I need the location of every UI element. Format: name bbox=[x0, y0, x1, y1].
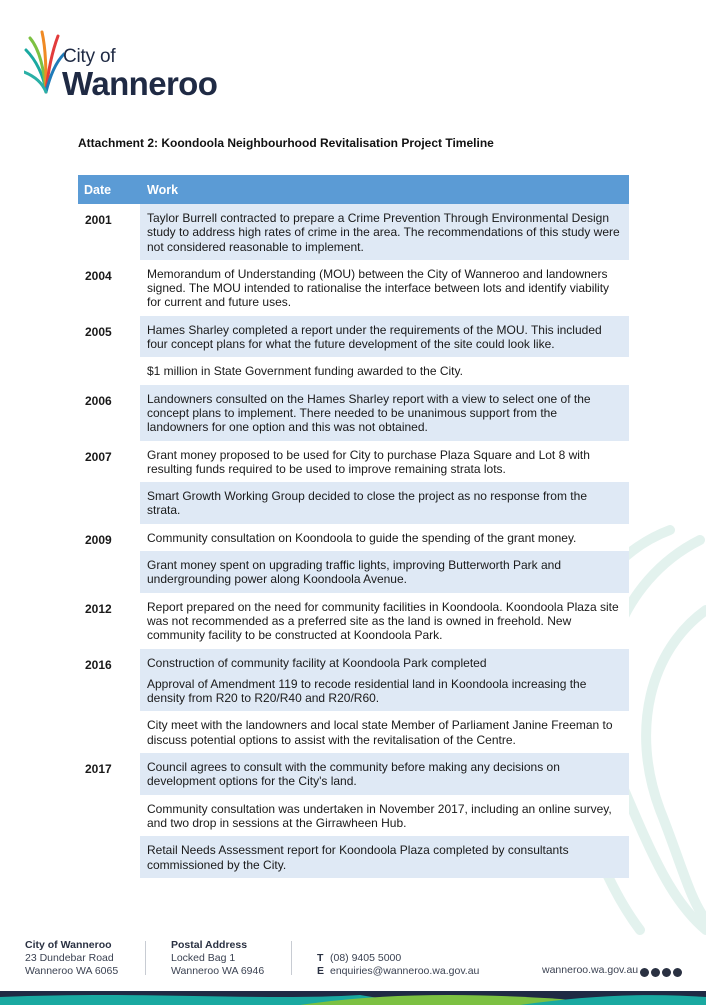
facebook-icon[interactable] bbox=[640, 968, 649, 977]
table-row bbox=[78, 441, 629, 483]
row-year bbox=[78, 795, 134, 837]
row-work bbox=[140, 204, 629, 260]
table-row bbox=[78, 316, 629, 358]
table-row bbox=[78, 385, 629, 441]
work-entry: Community consultation on Koondoola to guide the spending of the grant money. bbox=[147, 530, 577, 545]
work-entry: Retail Needs Assessment report for Koondoola Plaza completed by consultants commissioned by the City. bbox=[147, 843, 569, 872]
row-year: 2012 bbox=[85, 601, 112, 616]
row-year bbox=[78, 482, 134, 524]
row-year bbox=[78, 357, 134, 384]
footer-divider bbox=[291, 941, 292, 975]
linkedin-icon[interactable] bbox=[673, 968, 682, 977]
logo-name-line1: City of bbox=[63, 46, 116, 67]
table-row bbox=[78, 357, 629, 384]
footer-postal-line1: Locked Bag 1 bbox=[171, 952, 236, 964]
footer-postal bbox=[171, 939, 264, 978]
social-icons bbox=[640, 964, 684, 982]
footer-postal-heading: Postal Address bbox=[171, 939, 248, 951]
row-year bbox=[78, 836, 134, 878]
row-work bbox=[140, 551, 629, 593]
row-work bbox=[140, 260, 629, 316]
table-row bbox=[78, 482, 629, 524]
row-year bbox=[78, 551, 134, 593]
work-entry: Community consultation was undertaken in November 2017, including an online survey, and two drop in sessions at the Girrawheen Hub. bbox=[147, 801, 612, 830]
coral-logo-icon bbox=[24, 26, 64, 96]
work-entry: Smart Growth Working Group decided to close the project as no response from the strata. bbox=[147, 489, 587, 518]
work-entry: Grant money spent on upgrading traffic lights, improving Butterworth Park and undergrounding power along Koondoola Avenue. bbox=[147, 558, 561, 587]
work-entry: Approval of Amendment 119 to recode residential land in Koondoola increasing the density from R20 to R20/R40 and R20/R60. bbox=[147, 676, 587, 706]
email-key: E bbox=[317, 965, 325, 977]
row-work bbox=[140, 593, 629, 649]
work-entry: $1 million in State Government funding awarded to the City. bbox=[147, 364, 463, 379]
table-row bbox=[78, 551, 629, 593]
footer-phone[interactable]: (08) 9405 5000 bbox=[330, 952, 402, 964]
work-entry: City meet with the landowners and local state Member of Parliament Janine Freeman to discuss potential options to assist with the revitalisation of the Centre. bbox=[147, 718, 613, 747]
table-row bbox=[78, 593, 629, 649]
timeline-table bbox=[78, 175, 629, 878]
footer-divider bbox=[145, 941, 146, 975]
timeline-body bbox=[78, 204, 629, 878]
row-work bbox=[140, 753, 629, 795]
table-row bbox=[78, 204, 629, 260]
work-entry: Memorandum of Understanding (MOU) between the City of Wanneroo and landowners signed. The MOU intended to rationalise the interface between lots and identify viability for current and future uses. bbox=[147, 266, 610, 310]
row-work bbox=[140, 711, 629, 753]
table-row bbox=[78, 753, 629, 795]
row-work bbox=[140, 482, 629, 524]
work-entry: Report prepared on the need for community facilities in Koondoola. Koondoola Plaza site was not recommended as a preferred site as the land is owned in freehold. New community facility to be constructed at Koondoola Park. bbox=[147, 599, 619, 643]
row-year: 2004 bbox=[85, 268, 112, 283]
work-entry: Hames Sharley completed a report under the requirements of the MOU. This included four concept plans for what the future development of the site could look like. bbox=[147, 322, 602, 352]
table-row bbox=[78, 795, 629, 837]
row-year: 2001 bbox=[85, 213, 112, 227]
column-header-date: Date bbox=[78, 175, 134, 204]
footer-address-line1: 23 Dundebar Road bbox=[25, 952, 114, 964]
work-entry: Taylor Burrell contracted to prepare a Crime Prevention Through Environmental Design study to address high rates of crime in the area. The recommendations of this study were not considered reasonable to implement. bbox=[147, 211, 620, 254]
table-row bbox=[78, 260, 629, 316]
row-work bbox=[140, 524, 629, 551]
footer-postal-line2: Wanneroo WA 6946 bbox=[171, 965, 265, 977]
instagram-icon[interactable] bbox=[662, 968, 671, 977]
footer-website-link[interactable]: wanneroo.wa.gov.au bbox=[542, 964, 639, 976]
footer-email-link[interactable]: enquiries@wanneroo.wa.gov.au bbox=[330, 965, 480, 977]
table-row bbox=[78, 836, 629, 878]
row-work bbox=[140, 385, 629, 441]
row-year: 2005 bbox=[85, 324, 112, 339]
table-header-row bbox=[78, 175, 629, 204]
footer-org-name: City of Wanneroo bbox=[25, 939, 112, 951]
logo-name-line2: Wanneroo bbox=[62, 65, 218, 102]
row-work bbox=[140, 441, 629, 483]
row-year: 2017 bbox=[85, 762, 112, 777]
work-entry: Construction of community facility at Koondoola Park completed bbox=[147, 655, 487, 670]
work-entry: Grant money proposed to be used for City to purchase Plaza Square and Lot 8 with resulting funds required to be used to improve remaining strata lots. bbox=[147, 447, 590, 476]
footer-contact bbox=[317, 952, 479, 978]
twitter-icon[interactable] bbox=[651, 968, 660, 977]
phone-key: T bbox=[317, 952, 324, 964]
work-entry: Landowners consulted on the Hames Sharley report with a view to select one of the concept plans to implement. There needed to be unanimous support from the landowners for one option and this was not obtained. bbox=[147, 391, 591, 435]
document-title: Attachment 2: Koondoola Neighbourhood Revitalisation Project Timeline bbox=[78, 136, 494, 150]
column-header-work: Work bbox=[140, 175, 629, 204]
row-work bbox=[140, 649, 629, 712]
table-row bbox=[78, 524, 629, 551]
row-year: 2007 bbox=[85, 449, 112, 464]
footer-address-line2: Wanneroo WA 6065 bbox=[25, 965, 119, 977]
city-logo bbox=[24, 26, 234, 102]
work-entry: Council agrees to consult with the community before making any decisions on development options for the City's land. bbox=[147, 760, 560, 789]
table-row bbox=[78, 711, 629, 753]
row-work bbox=[140, 316, 629, 358]
footer-color-band bbox=[0, 991, 706, 1005]
row-year: 2016 bbox=[85, 657, 112, 672]
row-work bbox=[140, 795, 629, 837]
table-row bbox=[78, 649, 629, 712]
row-year bbox=[78, 711, 134, 753]
footer-address bbox=[25, 939, 118, 978]
row-work bbox=[140, 836, 629, 878]
row-year: 2009 bbox=[85, 532, 112, 547]
row-work bbox=[140, 357, 629, 384]
row-year: 2006 bbox=[85, 393, 112, 408]
